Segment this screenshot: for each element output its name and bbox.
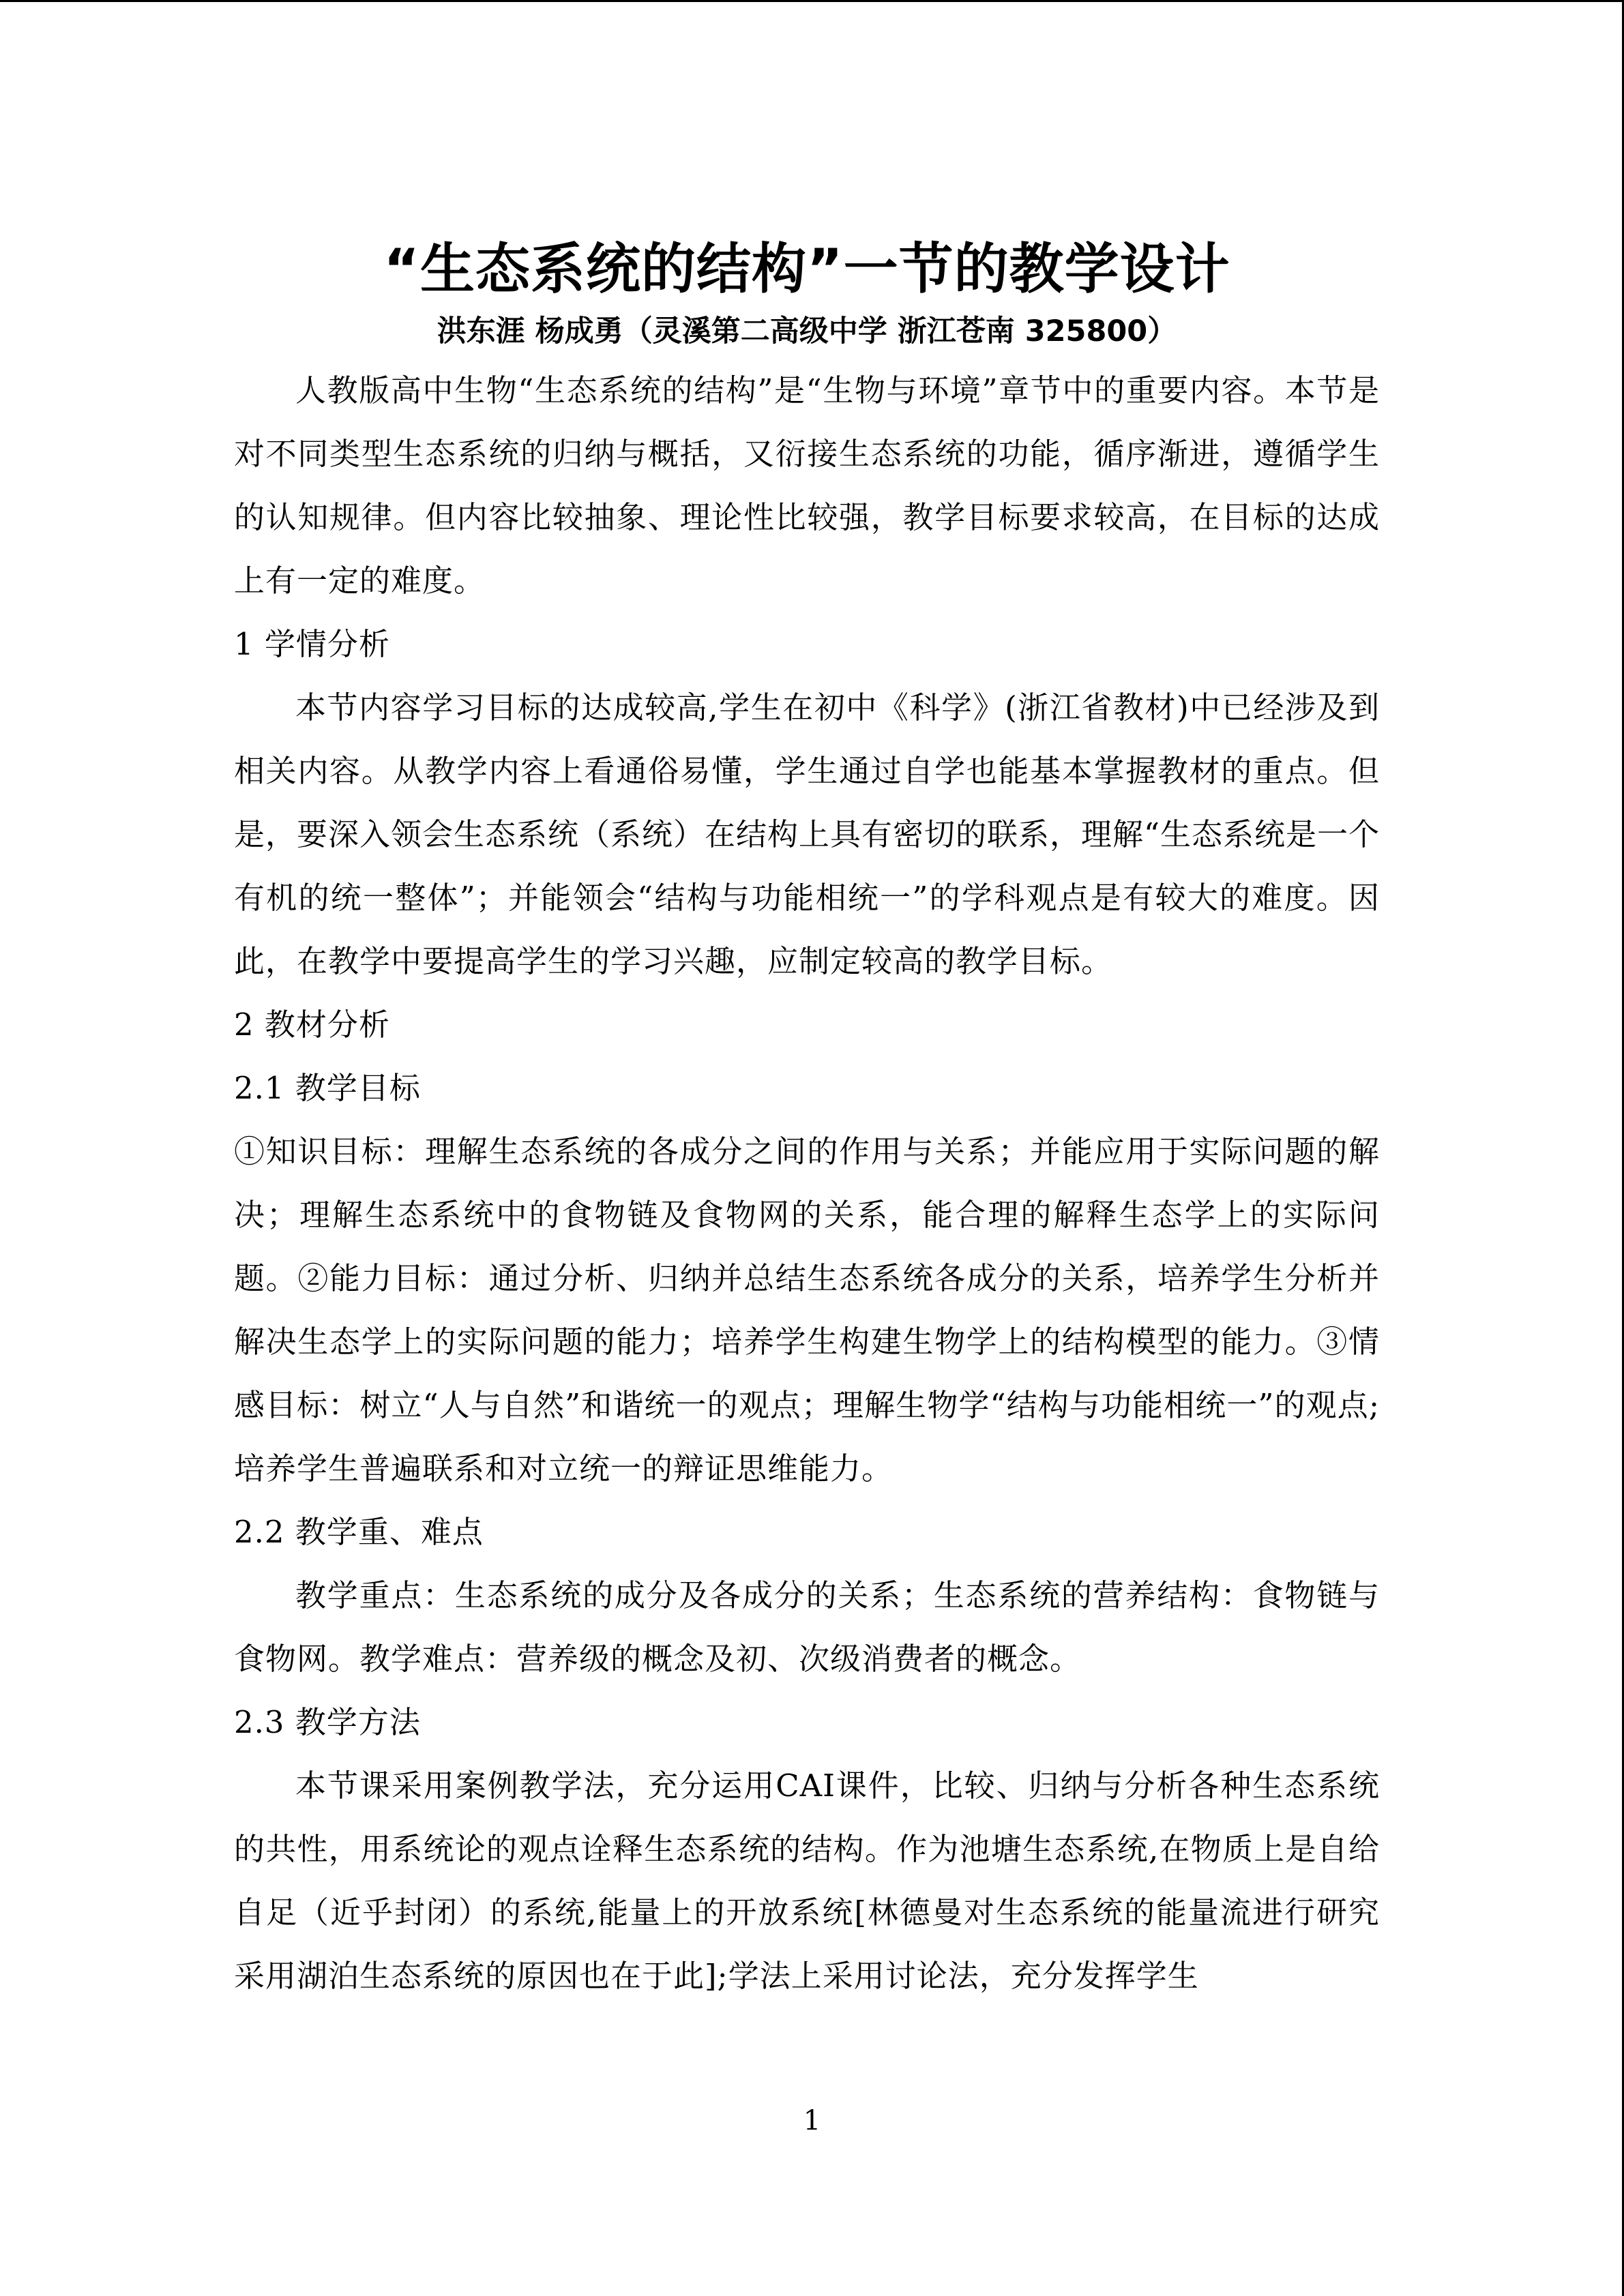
document-title: “生态系统的结构”一节的教学设计 [383, 237, 1230, 301]
section-2-heading: 2 教材分析 [234, 1007, 390, 1043]
intro-paragraph: 人教版高中生物“生态系统的结构”是“生物与环境”章节中的重要内容。本节是对不同类型生态系统的归纳与概括，又衍接生态系统的功能，循序渐进，遵循学生的认知规律。但内容比较抽象、理论性比较强，教学目标要求较高，在目标的达成上有一定的难度。 [234, 372, 1380, 599]
document-body [234, 225, 1380, 2008]
page-number: 1 [803, 2105, 821, 2136]
section-1-paragraph: 本节内容学习目标的达成较高,学生在初中《科学》(浙江省教材)中已经涉及到相关内容。从教学内容上看通俗易懂，学生通过自学也能基本掌握教材的重点。但是，要深入领会生态系统（系统）在结构上具有密切的联系，理解“生态系统是一个有机的统一整体”；并能领会“结构与功能相统一”的学科观点是有较大的难度。因此，在教学中要提高学生的学习兴趣，应制定较高的教学目标。 [234, 689, 1381, 979]
section-2-1-heading: 2.1 教学目标 [234, 1070, 421, 1106]
top-border-line [0, 0, 1624, 2]
section-2-3-paragraph: 本节课采用案例教学法，充分运用CAI课件，比较、归纳与分析各种生态系统的共性，用系统论的观点诠释生态系统的结构。作为池塘生态系统,在物质上是自给自足（近乎封闭）的系统,能量上的开放系统[林德曼对生态系统的能量流进行研究采用湖泊生态系统的原因也在于此];学法上采用讨论法，充分发挥学生 [234, 1768, 1380, 1994]
section-2-2-paragraph: 教学重点：生态系统的成分及各成分的关系；生态系统的营养结构：食物链与食物网。教学难点：营养级的概念及初、次级消费者的概念。 [234, 1577, 1380, 1677]
section-2-2-heading: 2.2 教学重、难点 [234, 1514, 484, 1550]
section-1-heading: 1 学情分析 [234, 626, 390, 662]
section-2-3-heading: 2.3 教学方法 [234, 1704, 421, 1740]
author-line: 洪东涯 杨成勇（灵溪第二高级中学 浙江苍南 325800） [437, 314, 1177, 348]
section-2-1-paragraph: ①知识目标：理解生态系统的各成分之间的作用与关系；并能应用于实际问题的解决；理解生态系统中的食物链及食物网的关系，能合理的解释生态学上的实际问题。②能力目标：通过分析、归纳并总结生态系统各成分的关系，培养学生分析并解决生态学上的实际问题的能力；培养学生构建生物学上的结构模型的能力。③情感目标：树立“人与自然”和谐统一的观点；理解生物学“结构与功能相统一”的观点;培养学生普遍联系和对立统一的辩证思维能力。 [234, 1133, 1380, 1487]
